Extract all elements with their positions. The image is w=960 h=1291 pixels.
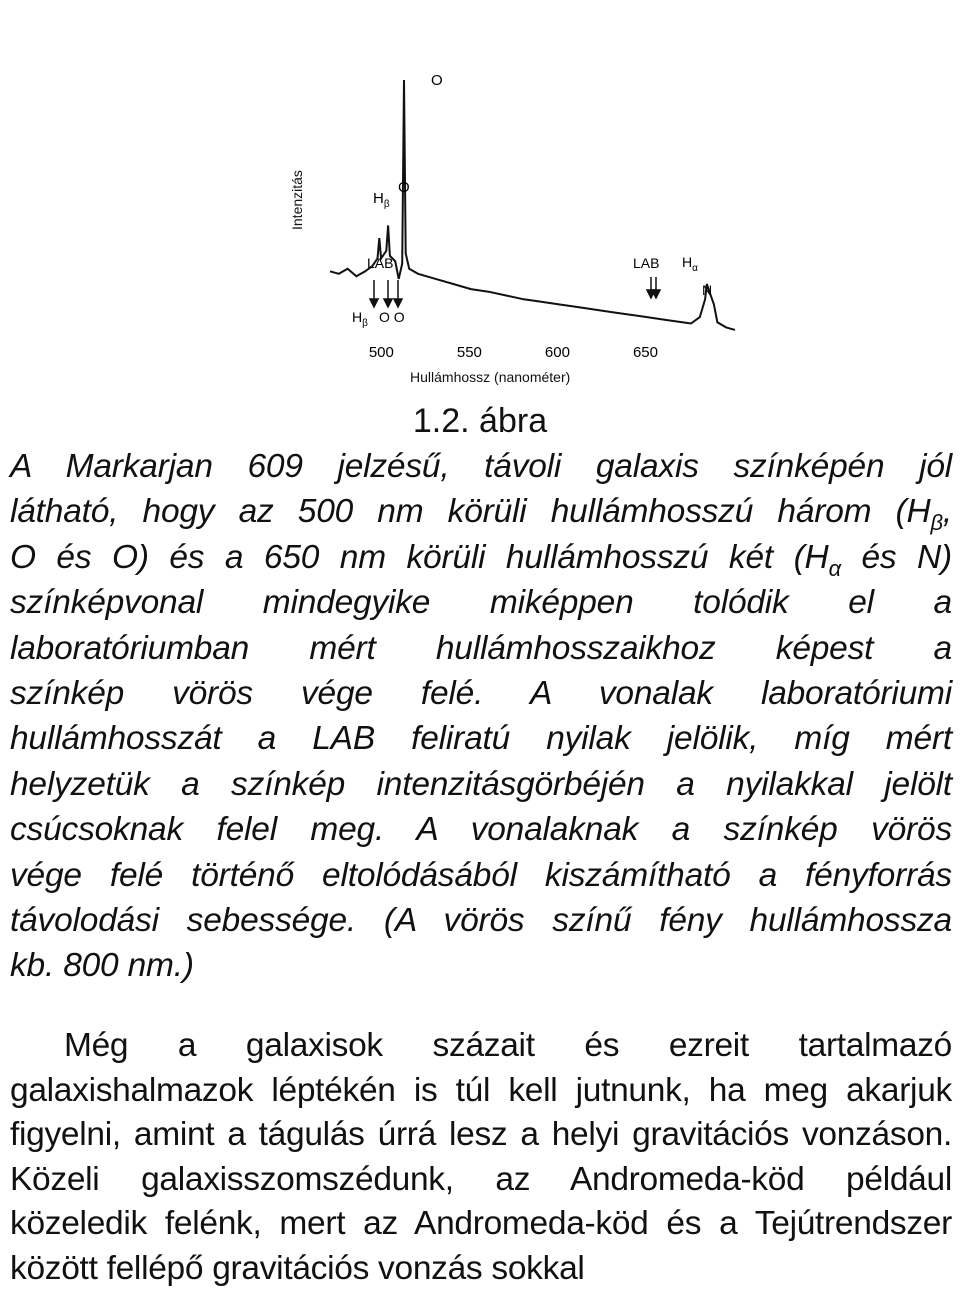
caption-line-5: laboratóriumban mért hullámhosszaikhoz képest a: [10, 629, 952, 667]
x-tick-label: 650: [632, 344, 658, 361]
caption-line-1: A Markarjan 609 jelzésű, távoli galaxis színképén jól: [10, 448, 952, 485]
peak-label-o-main: O: [431, 72, 443, 89]
peak-label-o-small: O: [398, 179, 410, 196]
lab-arrowhead-o1: [384, 299, 392, 307]
lab-arrowhead-n: [652, 290, 660, 298]
x-tick-label: 500: [368, 344, 394, 361]
caption-line-2: látható, hogy az 500 nm körüli hullámhosszú három ($H_\beta$,: [10, 493, 952, 536]
caption-line-11: távolodási sebessége. (A vörös színű fény hullámhossza: [10, 902, 952, 940]
x-tick-layer: [369, 344, 658, 361]
spectrum-layer: [330, 80, 735, 330]
x-tick-label: 600: [544, 344, 570, 361]
x-tick-label: 550: [456, 344, 482, 361]
caption-line-4: színképvonal mindegyike miképpen tolódik el a: [10, 584, 952, 622]
lab-arrows-left: [370, 280, 402, 307]
spectrum-line-0: [330, 80, 735, 330]
spectrum-figure: [270, 55, 713, 400]
peak-label-halpha: $H_\alpha$: [682, 254, 698, 274]
figure-caption: [10, 444, 952, 989]
arrow-label-hbeta: $H_\beta$: [352, 309, 368, 329]
y-axis-label: Intenzitás: [289, 170, 305, 230]
lab-arrows-right: [647, 277, 660, 298]
caption-line-7: hullámhosszát a LAB feliratú nyilak jelölik, míg mért: [10, 720, 952, 758]
lab-arrowhead-o2: [394, 299, 402, 307]
lab-arrowhead-hbeta: [370, 299, 378, 307]
x-axis-label: Hullámhossz (nanométer): [410, 369, 571, 385]
peak-label-n: N: [702, 282, 713, 298]
body-paragraph: Még a galaxisok százait és ezreit tartalmazó galaxishalmazok léptékén is túl kell jutnunk, ha meg akarjuk figyelni, amint a tágulás úrrá lesz a helyi gravitációs vonzáson. Közeli galaxisszomszédunk, az Andromeda-köd például közeledik felénk, mert az Andromeda-köd és a Tejútrendszer között fellépő gravitációs vonzás sokkal: [10, 1027, 952, 1287]
caption-line-3: O és O) és a 650 nm körüli hullámhosszú két ($H_\alpha$ és N): [10, 538, 952, 581]
arrow-label-oo: O O: [379, 309, 405, 325]
lab-label-left: LAB: [367, 255, 394, 271]
caption-line-8: helyzetük a színkép intenzitásgörbéjén a nyilakkal jelölt: [10, 765, 952, 803]
spectrum-chart: [270, 55, 713, 400]
caption-line-12: kb. 800 nm.): [10, 947, 194, 985]
caption-line-10: vége felé történő eltolódásából kiszámítható a fényforrás: [10, 856, 952, 894]
lab-label-right: LAB: [633, 255, 660, 271]
peak-label-hbeta: $H_\beta$: [373, 190, 390, 210]
caption-line-9: csúcsoknak felel meg. A vonalaknak a színkép vörös: [10, 811, 952, 849]
figure-caption-title: 1.2. ábra: [412, 402, 548, 440]
caption-line-6: színkép vörös vége felé. A vonalak laboratóriumi: [10, 675, 952, 713]
